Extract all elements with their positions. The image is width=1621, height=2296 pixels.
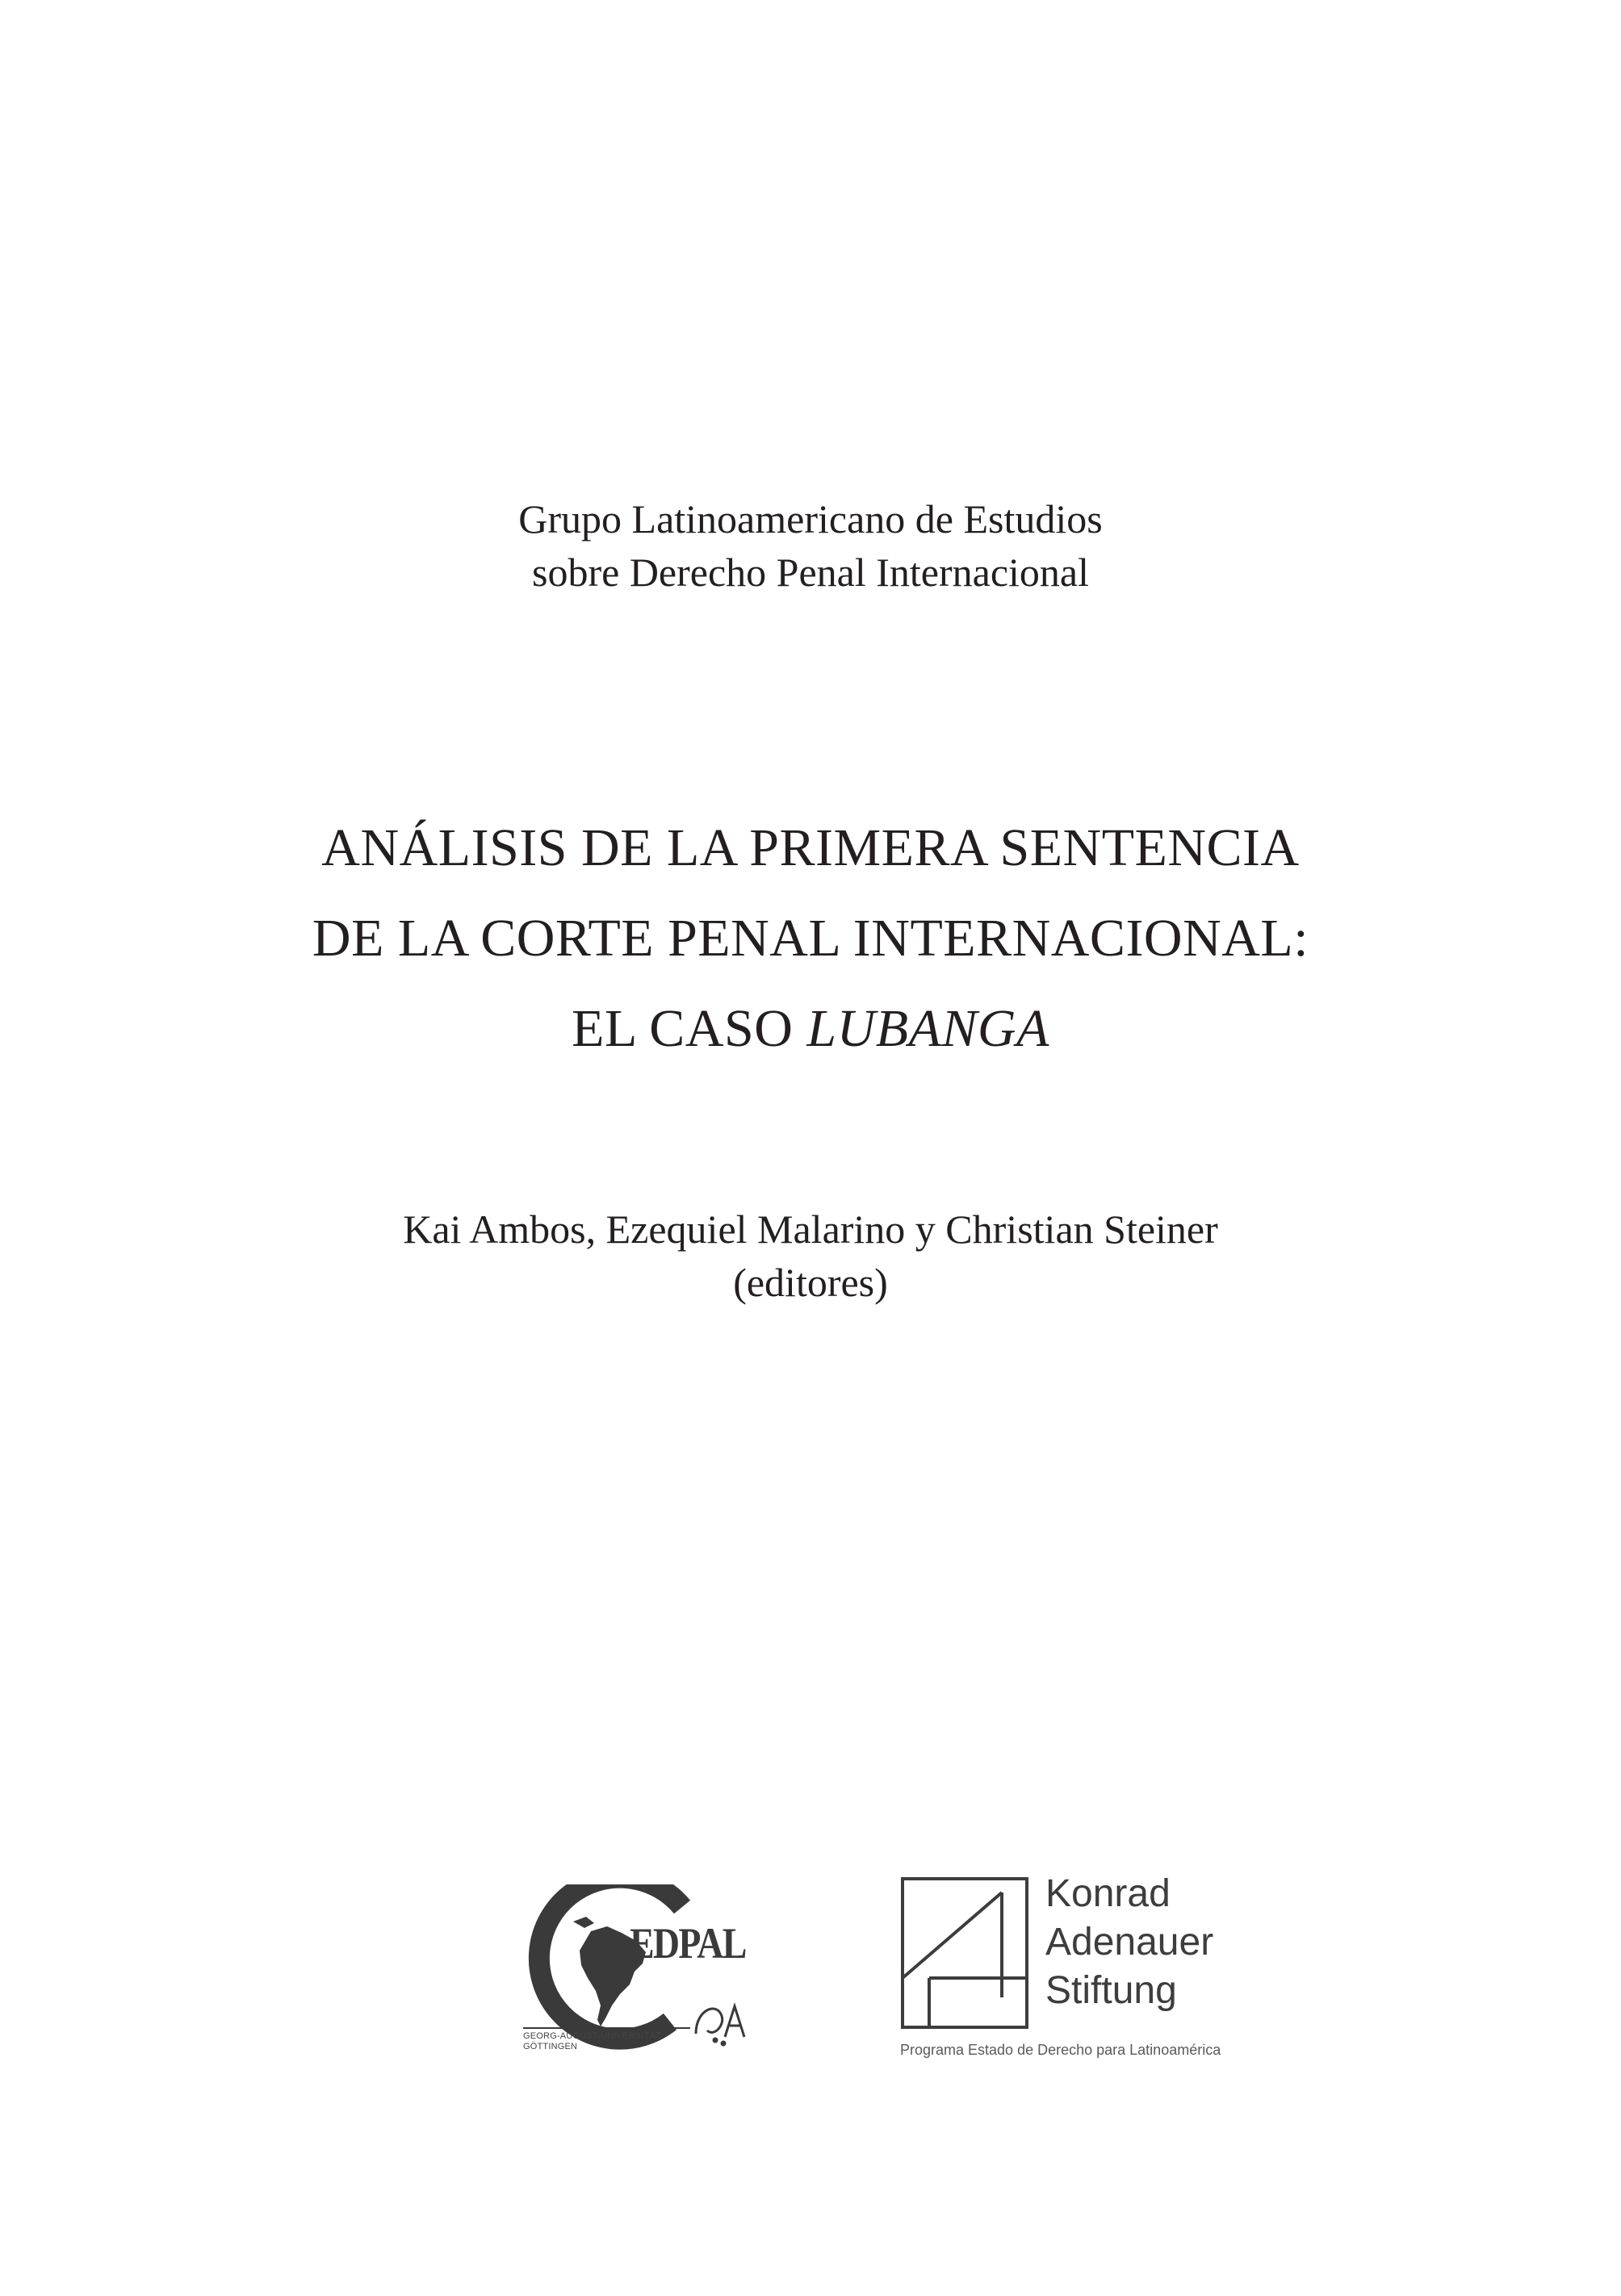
title-line-2: DE LA CORTE PENAL INTERNACIONAL:	[312, 909, 1309, 968]
kas-name-line-2: Adenauer	[1045, 1921, 1214, 1964]
cedpal-logo	[517, 1884, 759, 2058]
university-label	[523, 2031, 661, 2052]
title-case-name: LUBANGA	[806, 999, 1049, 1058]
title-line-1: ANÁLISIS DE LA PRIMERA SENTENCIA	[321, 818, 1300, 877]
group-name-line-2: sobre Derecho Penal Internacional	[532, 550, 1089, 595]
kas-name-line-1: Konrad	[1045, 1872, 1171, 1915]
editors	[0, 1202, 1621, 1309]
kas-name-line-3: Stiftung	[1045, 1969, 1177, 2012]
editor-role: (editores)	[733, 1260, 888, 1305]
kas-wordmark	[1045, 1870, 1213, 2015]
editor-names: Kai Ambos, Ezequiel Malarino y Christian Steiner	[403, 1207, 1218, 1252]
title-line-3-prefix: EL CASO	[572, 999, 807, 1058]
group-name-line-1: Grupo Latinoamericano de Estudios	[518, 496, 1103, 542]
kas-logo	[900, 1872, 1255, 2062]
title-line-3	[0, 984, 1621, 1074]
university-line-1: GEORG-AUGUST-UNIVERSITÄT	[523, 2031, 662, 2041]
kas-mark-icon	[900, 1876, 1029, 2030]
research-group	[0, 492, 1621, 599]
university-line-2: GÖTTINGEN	[523, 2042, 578, 2051]
book-title	[0, 803, 1621, 1074]
kas-program-label: Programa Estado de Derecho para Latinoamérica	[900, 2042, 1221, 2058]
cedpal-wordmark: EDPAL	[630, 1919, 746, 1968]
